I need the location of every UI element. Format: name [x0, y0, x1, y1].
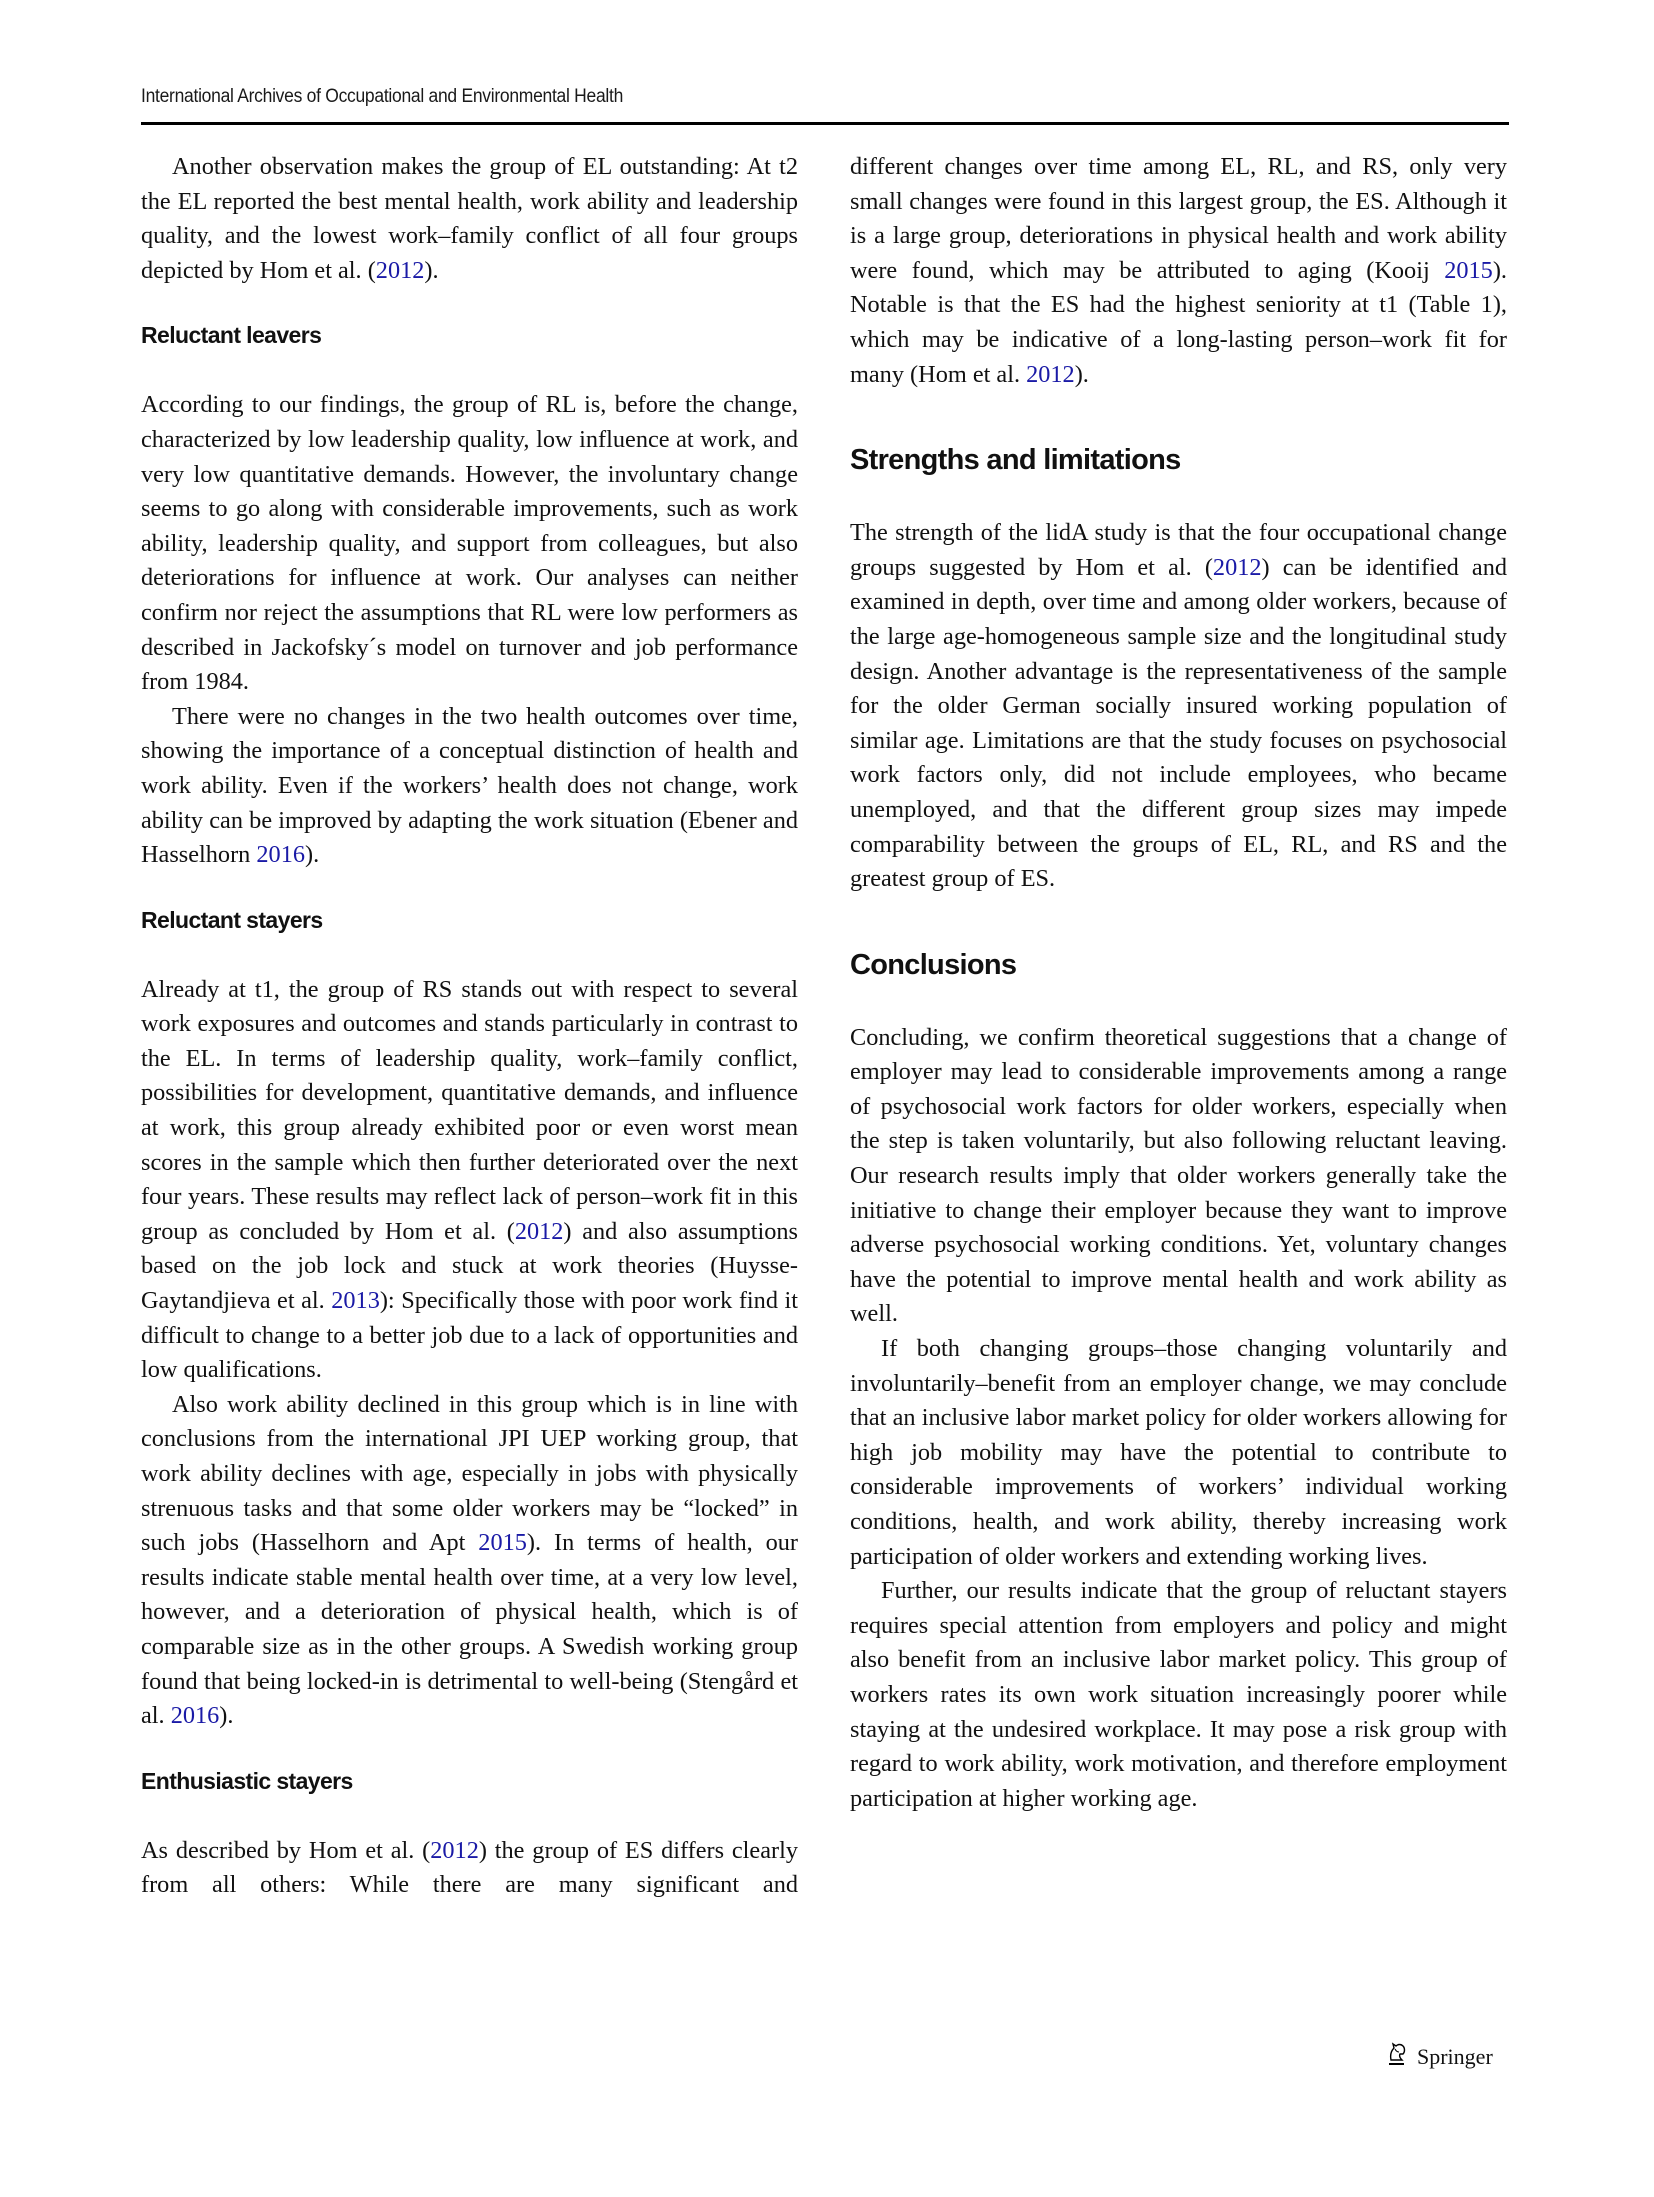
right-column: [850, 150, 1507, 1816]
citation-link[interactable]: 2012: [430, 1836, 479, 1864]
springer-horse-icon: [1385, 2040, 1409, 2074]
citation-link[interactable]: 2012: [375, 256, 425, 284]
citation-link[interactable]: 2013: [331, 1287, 380, 1315]
citation-link[interactable]: 2015: [1444, 256, 1493, 284]
paragraph-rl-health: There were no changes in the two health outcomes over time, showing the importance of a conceptual distinction of health and work ability. Even if the workers’ health does not change, work ability can be improved by adapting the work situation (Ebener and Hasselhorn 2016).: [141, 702, 798, 869]
heading-conclusions: Conclusions: [850, 948, 1017, 981]
citation-link[interactable]: 2012: [1212, 553, 1262, 581]
citation-link[interactable]: 2016: [170, 1702, 220, 1730]
heading-reluctant-leavers: Reluctant leavers: [141, 322, 322, 349]
paragraph-rs-work-ability: Also work ability declined in this group which is in line with conclusions from the international JPI UEP working group, that work ability declines with age, especially in jobs with physically strenuous tasks and that some older workers may be “locked” in such jobs (Hasselhorn and Apt 2015). In terms of health, our results indicate stable mental health over time, at a very low level, however, and a deterioration of physical health, which is of comparable size as in the other groups. A Swedish working group found that being locked-in is detrimental to well-being (Stengård et al. 2016).: [141, 1390, 799, 1730]
citation-link[interactable]: 2015: [478, 1529, 527, 1557]
publisher-name: Springer: [1417, 2044, 1493, 2069]
heading-reluctant-stayers: Reluctant stayers: [141, 906, 323, 933]
heading-enthusiastic-stayers: Enthusiastic stayers: [141, 1767, 353, 1794]
citation-link[interactable]: 2016: [256, 841, 305, 869]
publisher-logo: [1385, 2040, 1493, 2074]
paragraph-es: As described by Hom et al. (2012) the group of ES differs clearly from all others: While there are many significant and: [141, 1836, 798, 1899]
paragraph-conclusions-3: Further, our results indicate that the group of reluctant stayers requires special attention from employers and policy and might also benefit from an inclusive labor market policy. This group of workers rates its own work situation increasingly poorer while staying at the undesired workplace. It may pose a risk group with regard to work ability, work motivation, and therefore employment participation at higher working age.: [850, 1577, 1507, 1812]
paragraph-strengths: The strength of the lidA study is that the four occupational change groups suggested by Hom et al. (2012) can be identified and examined in depth, over time and among older workers, because of the large age-homogeneous sample size and the longitudinal study design. Another advantage is the representativeness of the sample for the older German socially insured working population of similar age. Limitations are that the study focuses on psychosocial work factors only, did not include employees, who became unemployed, and that the different group sizes may impede comparability between the groups of EL, RL, and RS and the greatest group of ES.: [850, 519, 1507, 893]
paragraph-es-continued: different changes over time among EL, RL, and RS, only very small changes were found in this largest group, the ES. Although it is a large group, deteriorations in physical health and work ability were found, which may be attributed to aging (Kooij 2015). Notable is that the ES had the highest seniority at t1 (Table 1), which may be indicative of a long-lasting person–work fit for many (Hom et al. 2012).: [850, 153, 1507, 388]
citation-link[interactable]: 2012: [1026, 360, 1075, 388]
left-column: [141, 150, 798, 1903]
heading-strengths-limitations: Strengths and limitations: [850, 444, 1181, 477]
paragraph-conclusions-1: Concluding, we confirm theoretical suggestions that a change of employer may lead to considerable improvements among a range of psychosocial work factors for older workers, especially when the step is taken voluntarily, but also following reluctant leaving. Our research results imply that older workers generally take the initiative to change their employer because they want to improve adverse psychosocial working conditions. Yet, voluntary changes have the potential to improve mental health and work ability as well.: [850, 1023, 1507, 1328]
paragraph-el-outstanding: Another observation makes the group of EL outstanding: At t2 the EL reported the best mental health, work ability and leadership quality, and the lowest work–family conflict of all four groups depicted by Hom et al. (2012).: [141, 153, 798, 284]
paragraph-rl-findings: According to our findings, the group of RL is, before the change, characterized by low leadership quality, low influence at work, and very low quantitative demands. However, the involuntary change seems to go along with considerable improvements, such as work ability, leadership quality, and support from colleagues, but also deteriorations for influence at work. Our analyses can neither confirm nor reject the assumptions that RL were low performers as described in Jackofsky´s model on turnover and job performance from 1984.: [141, 391, 798, 696]
citation-link[interactable]: 2012: [514, 1217, 564, 1245]
paragraph-conclusions-2: If both changing groups–those changing voluntarily and involuntarily–benefit from an employer change, we may conclude that an inclusive labor market policy for older workers allowing for high job mobility may have the potential to contribute to considerable improvements of workers’ individual working conditions, health, and work ability, thereby increasing work participation of older workers and extending working lives.: [850, 1335, 1507, 1570]
running-header: [141, 86, 1509, 108]
paragraph-rs-t1: Already at t1, the group of RS stands out with respect to several work exposures and outcomes and stands particularly in contrast to the EL. In terms of leadership quality, work–family conflict, possibilities for development, quantitative demands, and influence at work, this group already exhibited poor or even worst mean scores in the sample which then further deteriorated over the next four years. These results may reflect lack of person–work fit in this group as concluded by Hom et al. (2012) and also assumptions based on the job lock and stuck at work theories (Huysse-Gaytandjieva et al. 2013): Specifically those with poor work find it difficult to change to a better job due to a lack of opportunities and low qualifications.: [141, 975, 798, 1384]
header-rule: [141, 122, 1509, 125]
journal-title: International Archives of Occupational and Environmental Health: [141, 86, 624, 107]
